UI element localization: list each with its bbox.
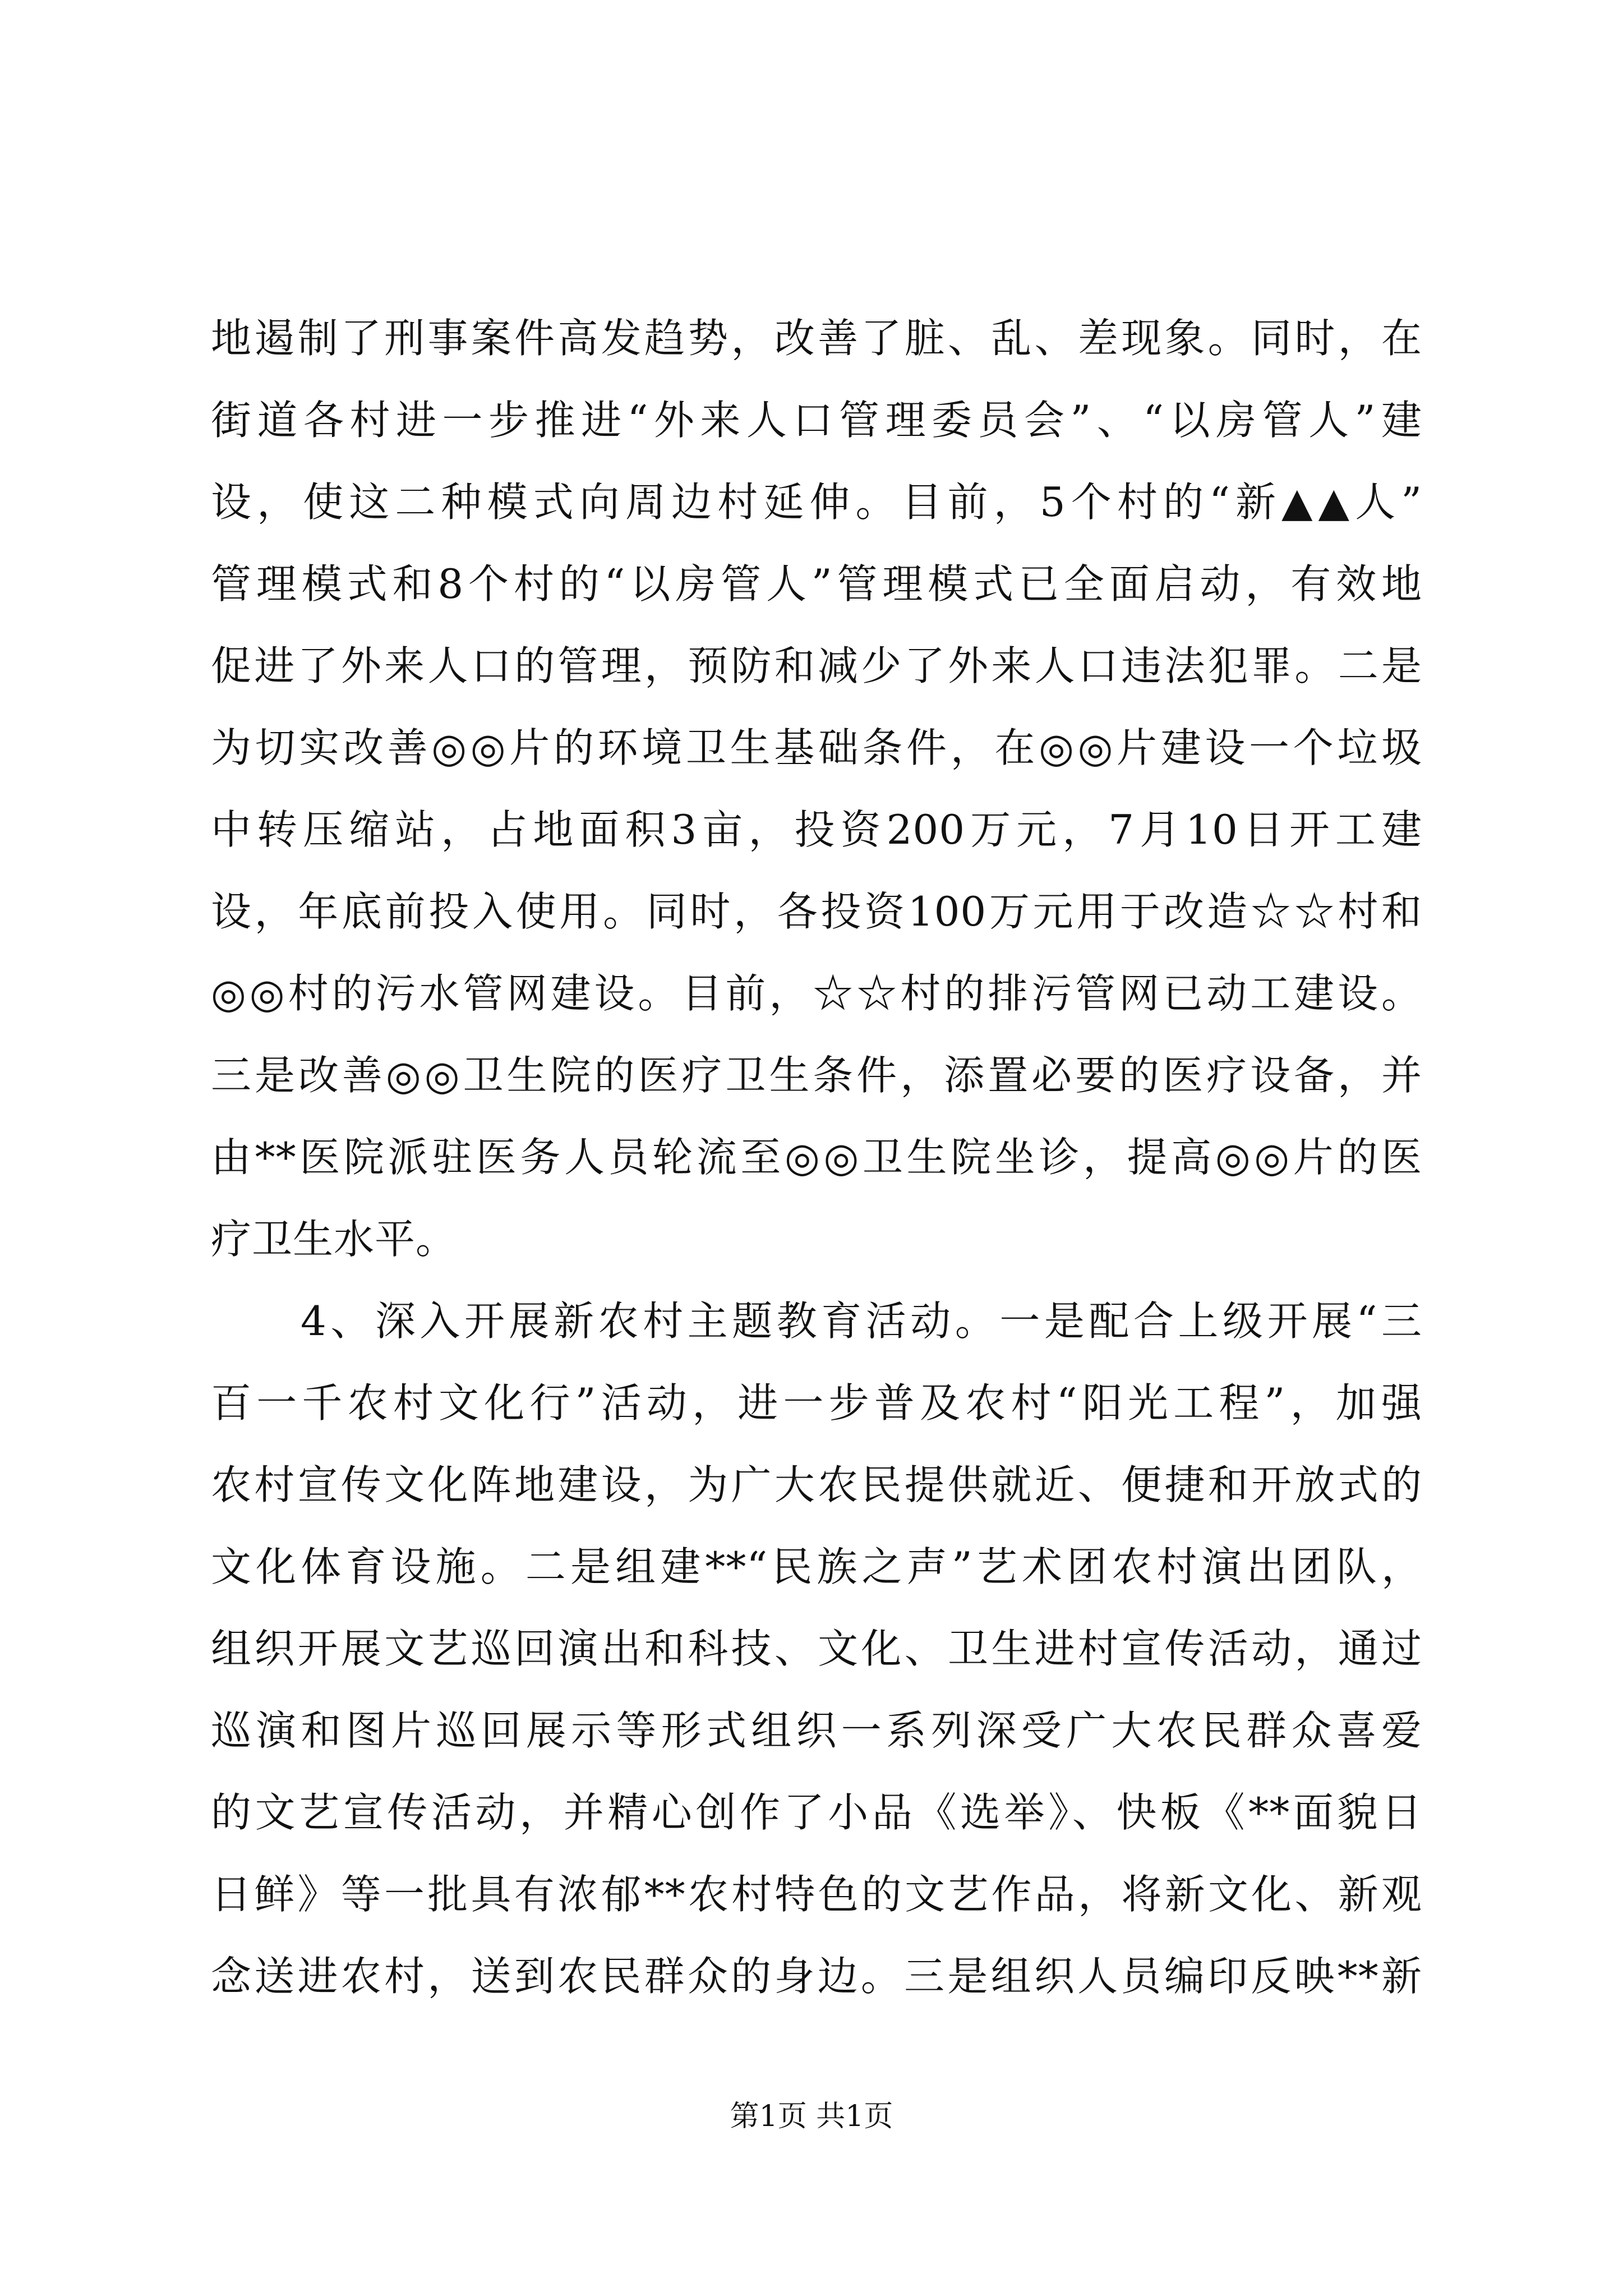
text-line: ◎◎村的污水管网建设。目前，☆☆村的排污管网已动工建设。 [211, 970, 1422, 1017]
text-line: 管理模式和8个村的“以房管人”管理模式已全面启动，有效地 [211, 560, 1422, 608]
text-line: 组织开展文艺巡回演出和科技、文化、卫生进村宣传活动，通过 [211, 1625, 1422, 1672]
text-line: 的文艺宣传活动，并精心创作了小品《选举》、快板《**面貌日 [211, 1789, 1422, 1836]
text-line: 百一千农村文化行”活动，进一步普及农村“阳光工程”，加强 [211, 1379, 1422, 1427]
text-line: 促进了外来人口的管理，预防和减少了外来人口违法犯罪。二是 [211, 642, 1422, 689]
page-footer: 第1页 共1页 [730, 2100, 893, 2133]
text-line: 文化体育设施。二是组建**“民族之声”艺术团农村演出团队， [211, 1543, 1422, 1590]
text-line: 中转压缩站，占地面积3亩，投资200万元，7月10日开工建 [211, 806, 1422, 853]
text-line: 念送进农村，送到农民群众的身边。三是组织人员编印反映**新 [211, 1953, 1422, 2000]
paragraph-end-line: 疗卫生水平。 [211, 1216, 457, 1263]
text-line: 农村宣传文化阵地建设，为广大农民提供就近、便捷和开放式的 [211, 1461, 1422, 1508]
paragraph-start-line: 4、深入开展新农村主题教育活动。一是配合上级开展“三 [301, 1297, 1422, 1345]
document-body [211, 297, 1422, 2017]
text-line: 日鲜》等一批具有浓郁**农村特色的文艺作品，将新文化、新观 [211, 1871, 1422, 1918]
text-line: 设，使这二种模式向周边村延伸。目前，5个村的“新▲▲人” [211, 478, 1422, 526]
text-line: 三是改善◎◎卫生院的医疗卫生条件，添置必要的医疗设备，并 [211, 1052, 1422, 1099]
text-line: 由**医院派驻医务人员轮流至◎◎卫生院坐诊，提高◎◎片的医 [211, 1134, 1422, 1181]
text-line: 街道各村进一步推进“外来人口管理委员会”、“以房管人”建 [211, 397, 1422, 444]
text-line: 为切实改善◎◎片的环境卫生基础条件，在◎◎片建设一个垃圾 [211, 724, 1422, 771]
text-line: 地遏制了刑事案件高发趋势，改善了脏、乱、差现象。同时，在 [211, 315, 1422, 362]
text-line: 巡演和图片巡回展示等形式组织一系列深受广大农民群众喜爱 [211, 1707, 1422, 1754]
text-line: 设，年底前投入使用。同时，各投资100万元用于改造☆☆村和 [211, 888, 1422, 935]
